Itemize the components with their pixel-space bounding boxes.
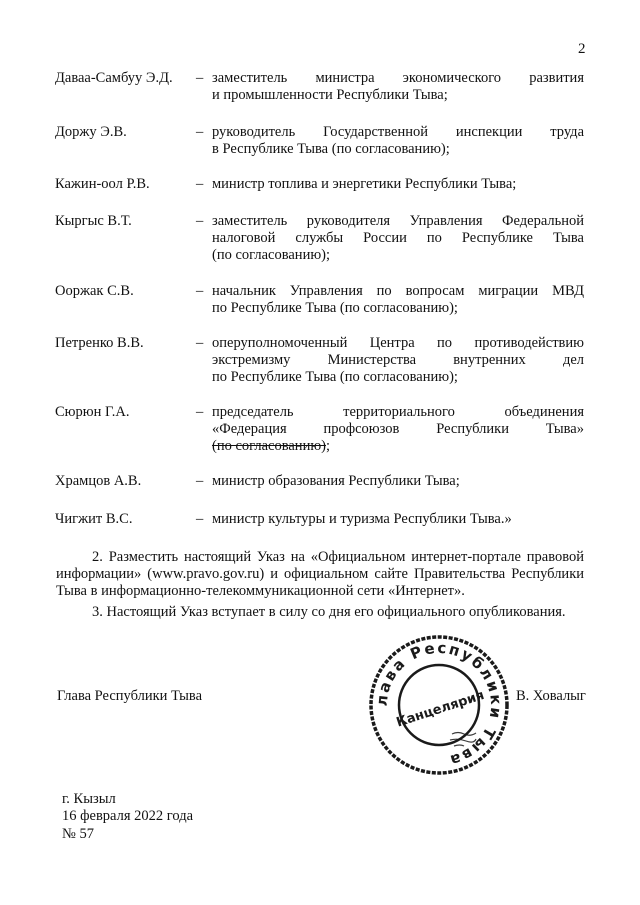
paragraph-2: 2. Разместить настоящий Указ на «Официальном интернет-портале правовой информации» (www.pravo.gov.ru) и официальном сайте Правительства Республики Тыва в информационно-телекоммуникационной сети «Интернет». [56,549,584,599]
member-name: Сюрюн Г.А. [55,404,130,420]
footer-number: № 57 [62,826,94,842]
member-dash: – [196,124,204,140]
role-line: и промышленности Республики Тыва; [212,87,448,103]
member-role [212,176,584,193]
member-role [212,124,584,158]
member-name: Кыргыс В.Т. [55,213,132,229]
member-role [212,283,584,317]
role-line: министр топлива и энергетики Республики Тыва; [212,176,517,192]
struck-text: (по согласованию) [212,438,326,454]
role-line: экстремизму Министерства внутренних дел [212,352,584,368]
role-line: оперуполномоченный Центра по противодействию [212,335,584,351]
role-line: (по согласованию); [212,247,331,263]
stamp-center-text: Канцелярия [394,688,487,731]
paragraph-3: 3. Настоящий Указ вступает в силу со дня его официального опубликования. [92,604,566,620]
role-line [212,438,584,455]
member-name: Петренко В.В. [55,335,144,351]
member-dash: – [196,473,204,489]
member-name: Чигжит В.С. [55,511,133,527]
role-line: по Республике Тыва (по согласованию); [212,369,458,385]
role-line: министр образования Республики Тыва; [212,473,460,489]
member-name: Храмцов А.В. [55,473,142,489]
member-role [212,335,584,386]
member-dash: – [196,176,204,192]
member-role [212,473,584,490]
member-dash: – [196,511,204,527]
footer-date: 16 февраля 2022 года [62,808,194,824]
signature-name: В. Ховалыг [516,688,586,704]
member-role [212,70,584,104]
member-name: Ооржак С.В. [55,283,134,299]
stamp-seal [364,630,514,780]
member-dash: – [196,283,204,299]
member-role [212,404,584,455]
page-number: 2 [578,41,586,57]
role-line: председатель территориального объединения [212,404,584,420]
signature-title: Глава Республики Тыва [57,688,203,704]
member-name: Кажин-оол Р.В. [55,176,150,192]
member-role [212,511,584,528]
footer-city: г. Кызыл [62,791,116,807]
role-line: налоговой службы России по Республике Тыва [212,230,584,246]
member-dash: – [196,335,204,351]
stamp-seal-graphic [364,630,514,780]
role-line: начальник Управления по вопросам миграции МВД [212,283,584,299]
member-dash: – [196,213,204,229]
stamp-ring-text: лава Республики Тыва [372,638,506,771]
member-dash: – [196,404,204,420]
member-name: Даваа-Самбуу Э.Д. [55,70,173,86]
role-line: заместитель руководителя Управления Федеральной [212,213,584,229]
role-line: «Федерация профсоюзов Республики Тыва» [212,421,584,437]
member-name: Доржу Э.В. [55,124,127,140]
role-line: по Республике Тыва (по согласованию); [212,300,458,316]
role-tail: ; [326,438,331,454]
role-line: в Республике Тыва (по согласованию); [212,141,450,157]
role-line: руководитель Государственной инспекции труда [212,124,584,140]
role-line: заместитель министра экономического развития [212,70,584,86]
member-role [212,213,584,264]
member-dash: – [196,70,204,86]
role-line: министр культуры и туризма Республики Тыва.» [212,511,512,527]
